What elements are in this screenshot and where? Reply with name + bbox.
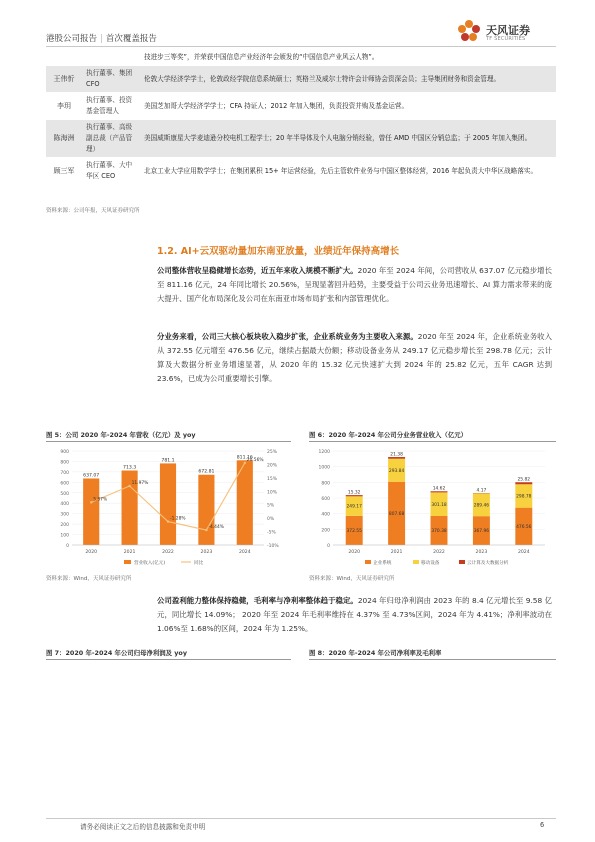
table-cell-name: 顾三军 <box>46 158 82 185</box>
segment-data-label: 249.17 <box>346 504 362 510</box>
y-tick-label: 0 <box>327 544 330 549</box>
x-tick-label: 2020 <box>85 550 98 555</box>
figure-5-chart <box>46 443 291 571</box>
logo-name: 天风证券 <box>486 24 530 37</box>
bar <box>160 463 176 545</box>
table-cell-desc: 北京工业大学应用数学学士；在集团累积 15+ 年运营经验，先后主管软件业务与中国区整体经营，2016 年起负责大中华区战略落实。 <box>140 158 556 185</box>
figure-7-caption: 图 7：2020 年-2024 年公司归母净利润及 yoy <box>46 649 187 657</box>
bar-data-label: 781.1 <box>161 458 175 464</box>
segment-data-label: 298.78 <box>516 494 532 500</box>
paragraph-lead: 分业务来看，公司三大核心板块收入稳步扩张，企业系统业务为主要收入来源。 <box>157 332 418 341</box>
yoy-data-label: 11.97% <box>131 480 149 486</box>
x-tick-label: 2022 <box>162 550 174 555</box>
yoy-data-label: 20.56% <box>246 457 264 463</box>
paragraph-segments <box>157 330 552 386</box>
figure-6-caption: 图 6：2020 年-2024 年公司分业务营业收入（亿元） <box>309 431 467 439</box>
table-cell-desc: 美国芝加哥大学经济学学士；CFA 持证人；2012 年加入集团，负责投资并购及基金运营。 <box>140 93 556 120</box>
paragraph-body: 2020 年至 2024 年，企业系统业务收入从 372.55 亿元增至 476.56 亿元，继续占据最大份额；移动设备业务从 249.17 亿元稳步增长至 298.78 亿元；云计算及大数据分析业务增速显著，从 2020 年的 15.32 亿元快速扩大到 2024 年的 25.82 亿元，五年 CAGR 达到 23.6%，已成为公司重要增长引擎。 <box>157 332 552 383</box>
x-tick-label: 2024 <box>517 550 530 555</box>
segment-data-label: 293.84 <box>388 468 405 474</box>
y-tick-label: 800 <box>60 460 69 466</box>
table-cell-desc: 技进步三等奖”，并荣获中国信息产业经济年会颁发的“中国信息产业风云人物”。 <box>140 50 556 66</box>
yoy-data-label: -4.44% <box>208 525 224 531</box>
bar-data-label: 637.07 <box>83 473 100 479</box>
yoy-data-label: -1.28% <box>170 516 186 522</box>
x-tick-label: 2023 <box>475 550 488 555</box>
y-tick-label: 200 <box>321 528 330 534</box>
paragraph-revenue <box>157 264 552 306</box>
legend-swatch-bar <box>124 560 131 564</box>
y2-tick-label: 15% <box>267 476 278 482</box>
yoy-point <box>205 529 207 531</box>
y-tick-label: 400 <box>60 502 69 508</box>
yoy-point <box>167 520 169 522</box>
legend-label: 移动设备 <box>421 561 440 566</box>
y-tick-label: 800 <box>321 481 330 487</box>
table-cell-name: 王伟忻 <box>46 66 82 93</box>
paragraph-lead: 公司盈利能力整体保持稳健，毛利率与净利率整体趋于稳定。 <box>157 596 358 605</box>
paragraph-body: 2024 年归母净利润由 2023 年的 8.4 亿元增长至 9.58 亿元，同比增长 14.09%； 2020 年至 2024 年毛利率维持在 4.37% 至 4.73%区间，2024 年为 4.41%；净利率波动在 1.06%至 1.68%的区间，2024 年为 1.25%。 <box>157 596 552 633</box>
legend-label: 企业系统 <box>373 561 392 566</box>
paragraph-profitability <box>157 594 552 636</box>
segment-data-label: 14.62 <box>432 486 446 492</box>
section-title: 1.2. AI+云双驱动量加东南亚放量，业绩近年保持高增长 <box>157 246 400 257</box>
legend-label: 同比 <box>194 561 204 566</box>
report-type: 港股公司报告 <box>46 34 98 44</box>
legend-label: 营业收入(亿元) <box>134 561 166 566</box>
x-tick-label: 2022 <box>433 550 445 555</box>
bar <box>83 478 99 545</box>
y-tick-label: 900 <box>60 450 69 455</box>
bar <box>198 475 214 545</box>
segment-data-label: 15.32 <box>347 490 361 496</box>
y2-tick-label: 25% <box>267 450 278 455</box>
figure-8-rule <box>309 659 556 660</box>
y-tick-label: 0 <box>66 544 69 549</box>
page-number: 6 <box>540 821 545 829</box>
figure-6-chart <box>309 443 556 571</box>
table-row <box>46 93 556 120</box>
y-tick-label: 600 <box>321 497 330 502</box>
y-tick-label: 1000 <box>318 465 330 471</box>
table-cell-desc: 伦敦大学经济学学士，伦敦政经学院信息系统硕士；英格兰及威尔士特许会计师协会资深会员；主导集团财务和资金管理。 <box>140 66 556 93</box>
table-cell-desc: 美国威斯康星大学麦迪逊分校电机工程学士；20 年半导体及个人电脑分销经验，曾任 AMD 中国区分销总监；于 2005 年加入集团。 <box>140 120 556 158</box>
footer-rule <box>46 818 556 819</box>
segment-data-label: 372.55 <box>346 529 362 535</box>
segment-data-label: 21.38 <box>390 452 403 458</box>
legend-swatch <box>413 560 419 564</box>
table-row <box>46 120 556 158</box>
table-cell-role: 执行董事、集团 CFO <box>82 66 140 93</box>
y2-tick-label: -5% <box>267 530 276 536</box>
y-tick-label: 100 <box>60 533 69 539</box>
paragraph-body: 2020 年至 2024 年间，公司营收从 637.07 亿元稳步增长至 811.16 亿元，24 年同比增长 20.56%，呈现显著回升趋势，主要受益于公司云业务迅速增长、AI 算力需求带来的庞大提升、国产化布局深化及公司在东南亚市场布局扩张和内部管理优化。 <box>157 266 552 303</box>
figure-5-caption: 图 5：公司 2020 年-2024 年营收（亿元）及 yoy <box>46 431 196 439</box>
separator: | <box>100 34 103 44</box>
company-logo <box>456 18 556 46</box>
y-tick-label: 700 <box>60 470 69 476</box>
x-tick-label: 2020 <box>348 550 361 555</box>
yoy-point <box>128 485 130 487</box>
yoy-point <box>90 501 92 503</box>
x-tick-label: 2021 <box>123 550 136 555</box>
y-tick-label: 1200 <box>318 450 330 455</box>
figure-6-source: 资料来源：Wind，天风证券研究所 <box>309 576 395 582</box>
footer-disclaimer: 请务必阅读正文之后的信息披露和免责申明 <box>80 823 206 831</box>
table-cell-role: 执行董事、投资基金管理人 <box>82 93 140 120</box>
bar-data-label: 811.16 <box>236 455 253 461</box>
paragraph-lead: 公司整体营收呈稳健增长态势，近五年来收入规模不断扩大。 <box>157 266 358 275</box>
report-type-header <box>46 32 157 44</box>
figure-5-rule <box>46 441 291 442</box>
yoy-data-label: 5.87% <box>93 497 108 503</box>
y2-tick-label: 10% <box>267 490 278 496</box>
table-row <box>46 66 556 93</box>
table-source-note: 资料来源：公司年报，天风证券研究所 <box>46 208 140 214</box>
y-tick-label: 600 <box>60 481 69 487</box>
bar-data-label: 713.3 <box>123 465 137 471</box>
segment-data-label: 301.18 <box>431 502 447 508</box>
y-tick-label: 200 <box>60 523 69 529</box>
y-tick-label: 500 <box>60 491 69 497</box>
table-cell-role: 执行董事、高级副总裁（产品管理） <box>82 120 140 158</box>
x-tick-label: 2021 <box>390 550 403 555</box>
y2-tick-label: 0% <box>267 517 275 523</box>
segment-data-label: 807.68 <box>388 511 405 517</box>
bar-data-label: 672.81 <box>198 469 215 475</box>
y2-tick-label: 5% <box>267 503 275 509</box>
legend-swatch <box>365 560 371 564</box>
figure-6-rule <box>309 441 556 442</box>
legend-swatch <box>459 560 465 564</box>
segment-data-label: 4.17 <box>476 488 487 494</box>
management-table <box>46 50 556 185</box>
table-cell-name: 陈海洲 <box>46 120 82 158</box>
report-subtype: 首次覆盖报告 <box>105 34 157 44</box>
segment-data-label: 476.56 <box>516 524 532 530</box>
table-cell-name: 李玥 <box>46 93 82 120</box>
table-row <box>46 50 556 66</box>
figure-7-rule <box>46 659 291 660</box>
yoy-point <box>244 462 246 464</box>
x-tick-label: 2024 <box>238 550 251 555</box>
y2-tick-label: -10% <box>267 544 279 549</box>
segment-data-label: 25.82 <box>517 477 531 483</box>
y-tick-label: 300 <box>60 512 69 518</box>
x-tick-label: 2023 <box>200 550 213 555</box>
table-cell-role: 执行董事、大中华区 CEO <box>82 158 140 185</box>
logo-english: TF SECURITIES <box>486 36 526 42</box>
y2-tick-label: 20% <box>267 463 278 469</box>
y-tick-label: 400 <box>321 512 330 518</box>
figure-8-caption: 图 8：2020 年-2024 年公司净利率及毛利率 <box>309 649 442 657</box>
segment-data-label: 289.46 <box>473 503 490 509</box>
segment-data-label: 370.38 <box>431 529 447 535</box>
table-row <box>46 158 556 185</box>
segment-data-label: 367.96 <box>473 529 490 535</box>
legend-label: 云计算及大数据分析 <box>467 561 509 566</box>
figure-5-source: 资料来源：Wind，天风证券研究所 <box>46 576 132 582</box>
flower-logo-icon <box>456 18 482 44</box>
header-rule <box>46 46 556 47</box>
